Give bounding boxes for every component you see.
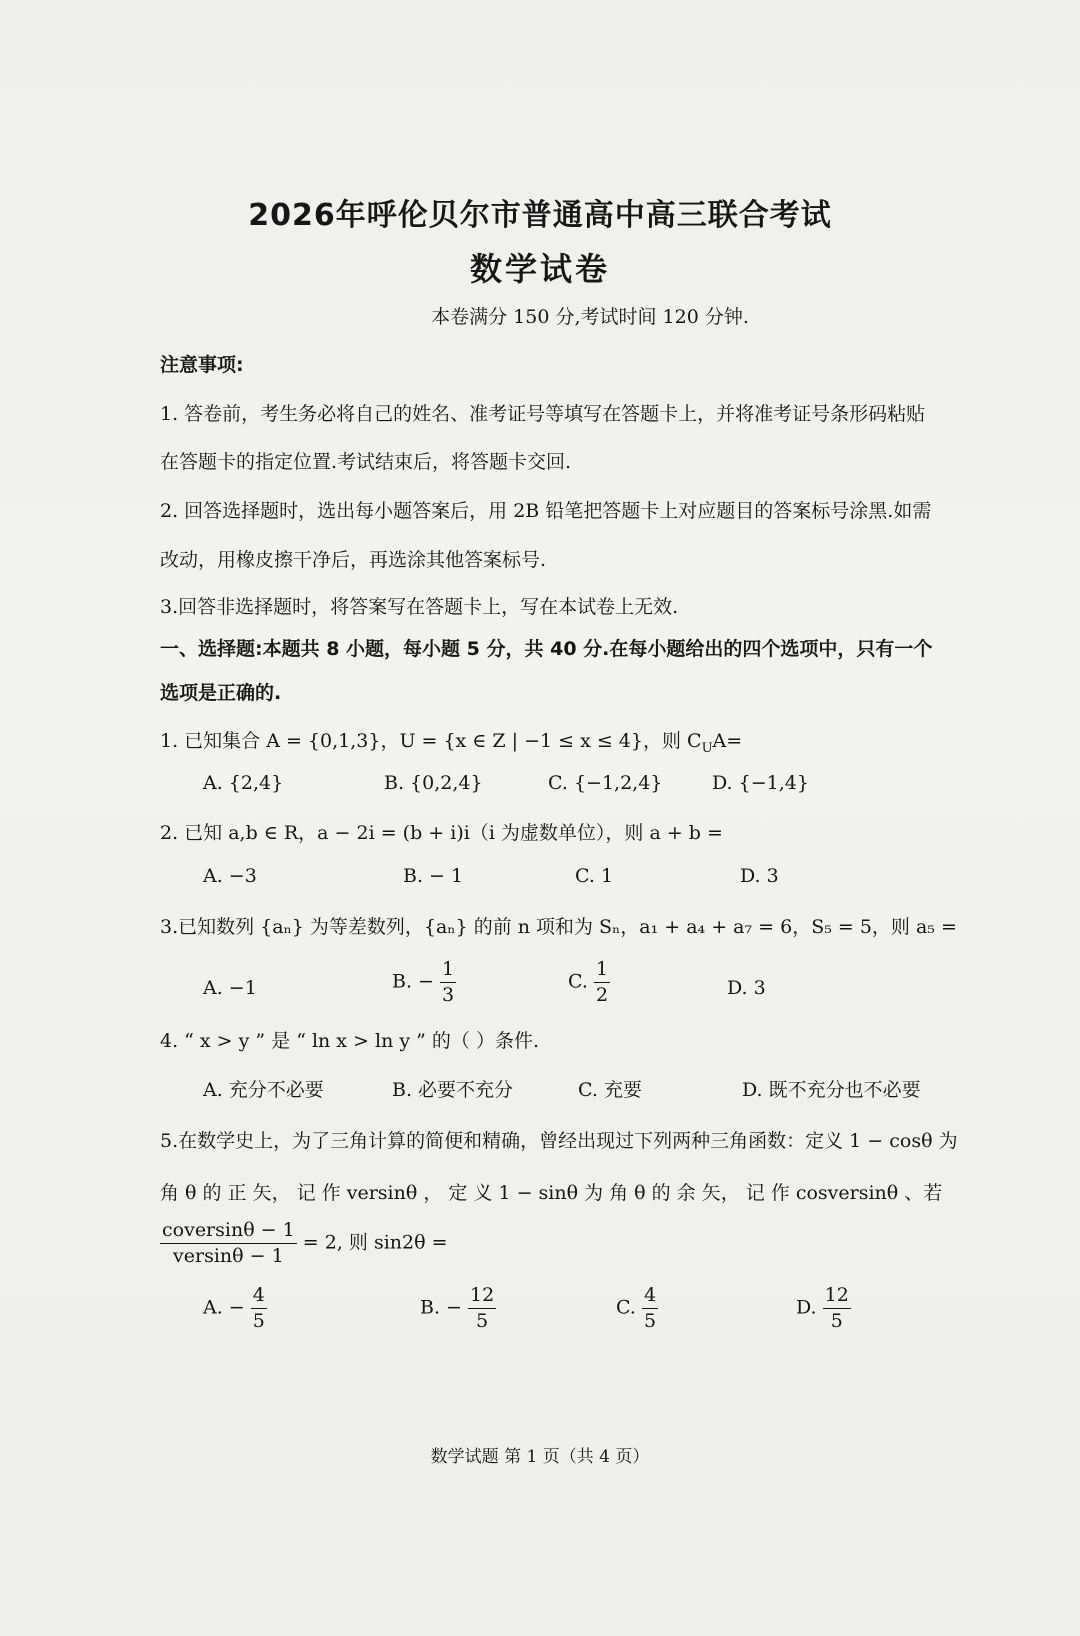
exam-subtitle: 数学试卷 bbox=[469, 250, 610, 288]
fraction-denominator: 5 bbox=[643, 1309, 657, 1332]
fraction-denominator: 5 bbox=[476, 1309, 489, 1332]
question-5-option-c-label: C. bbox=[616, 1296, 636, 1319]
question-2-option-c: C. 1 bbox=[575, 865, 614, 887]
question-2-option-d: D. 3 bbox=[740, 865, 779, 887]
fraction-denominator: 5 bbox=[252, 1309, 265, 1332]
question-4-option-b: B. 必要不充分 bbox=[392, 1079, 514, 1101]
question-5-line-3 bbox=[160, 1220, 448, 1267]
fraction-numerator: 4 bbox=[251, 1285, 267, 1309]
fraction-numerator: 4 bbox=[642, 1285, 658, 1309]
question-3-option-b-label: B. − bbox=[392, 970, 434, 993]
question-1-option-b: B. {0,2,4} bbox=[384, 772, 483, 794]
question-5-option-b-label: B. − bbox=[420, 1296, 462, 1319]
fraction-numerator: 12 bbox=[468, 1285, 496, 1309]
question-5-option-b bbox=[420, 1285, 496, 1332]
question-3-option-c-label: C. bbox=[568, 970, 588, 993]
question-5-option-b-fraction bbox=[468, 1285, 496, 1332]
question-1-stem-end: A= bbox=[712, 730, 743, 752]
page-footer: 数学试题 第 1 页（共 4 页） bbox=[430, 1447, 650, 1467]
notice-item-1-line-2: 在答题卡的指定位置.考试结束后，将答题卡交回. bbox=[160, 451, 572, 473]
question-1-option-c: C. {−1,2,4} bbox=[548, 772, 663, 794]
fraction-numerator: 1 bbox=[594, 959, 610, 983]
question-5-option-c bbox=[616, 1285, 658, 1332]
question-5-condition-fraction bbox=[160, 1220, 297, 1267]
question-2-option-b: B. − 1 bbox=[403, 865, 464, 887]
question-1-option-a: A. {2,4} bbox=[203, 772, 284, 794]
question-3-option-a: A. −1 bbox=[203, 977, 257, 999]
notice-item-2-line-2: 改动，用橡皮擦干净后，再选涂其他答案标号. bbox=[160, 549, 547, 571]
fraction-denominator: versinθ − 1 bbox=[173, 1244, 284, 1267]
notice-item-1-line-1: 1. 答卷前，考生务必将自己的姓名、准考证号等填写在答题卡上，并将准考证号条形码粘贴 bbox=[160, 403, 926, 425]
question-3-option-d: D. 3 bbox=[727, 977, 766, 999]
exam-intro: 本卷满分 150 分,考试时间 120 分钟. bbox=[431, 306, 749, 328]
question-4-stem: 4. “ x > y ” 是 “ ln x > ln y ” 的（ ）条件. bbox=[160, 1030, 539, 1052]
question-2-option-a: A. −3 bbox=[203, 865, 257, 887]
exam-title: 2026年呼伦贝尔市普通高中高三联合考试 bbox=[248, 198, 832, 233]
question-3-stem: 3.已知数列 {aₙ} 为等差数列，{aₙ} 的前 n 项和为 Sₙ，a₁ + a₄ + a₇ = 6，S₅ = 5，则 a₅ = bbox=[160, 916, 957, 938]
question-4-option-d: D. 既不充分也不必要 bbox=[742, 1079, 921, 1101]
question-5-option-a-label: A. − bbox=[203, 1296, 245, 1319]
question-3-option-b bbox=[392, 959, 456, 1006]
question-4-option-c: C. 充要 bbox=[578, 1079, 642, 1101]
question-5-option-a bbox=[203, 1285, 267, 1332]
notice-heading: 注意事项: bbox=[160, 354, 244, 376]
question-1-option-d: D. {−1,4} bbox=[712, 772, 809, 794]
question-5-option-c-fraction bbox=[642, 1285, 658, 1332]
fraction-numerator: 1 bbox=[440, 959, 456, 983]
question-4-option-a: A. 充分不必要 bbox=[203, 1079, 324, 1101]
fraction-denominator: 3 bbox=[442, 983, 455, 1006]
notice-item-2-line-1: 2. 回答选择题时，选出每小题答案后，用 2B 铅笔把答题卡上对应题目的答案标号涂黑.如需 bbox=[160, 500, 932, 522]
question-1-stem bbox=[160, 726, 742, 756]
question-5-option-a-fraction bbox=[251, 1285, 267, 1332]
notice-item-3: 3.回答非选择题时，将答案写在答题卡上，写在本试卷上无效. bbox=[160, 596, 679, 618]
question-5-line-3-end: = 2, 则 sin2θ = bbox=[302, 1231, 448, 1254]
question-1-stem-subscript: U bbox=[701, 740, 713, 756]
fraction-denominator: 2 bbox=[595, 983, 609, 1006]
fraction-denominator: 5 bbox=[830, 1309, 843, 1332]
section-1-heading-line-2: 选项是正确的. bbox=[160, 682, 282, 704]
question-3-option-c bbox=[568, 959, 610, 1006]
question-5-line-2: 角 θ 的 正 矢， 记 作 versinθ ， 定 义 1 − sinθ 为 角 θ 的 余 矢， 记 作 cosversinθ 、若 bbox=[160, 1182, 943, 1204]
question-5-option-d-label: D. bbox=[796, 1296, 817, 1319]
question-3-option-b-fraction bbox=[440, 959, 456, 1006]
fraction-numerator: 12 bbox=[823, 1285, 851, 1309]
question-1-stem-text: 1. 已知集合 A = {0,1,3}，U = {x ∈ Z | −1 ≤ x ≤ 4}，则 C bbox=[160, 730, 702, 752]
section-1-heading-line-1: 一、选择题:本题共 8 小题，每小题 5 分，共 40 分.在每小题给出的四个选项中，只有一个 bbox=[160, 638, 933, 660]
fraction-numerator: coversinθ − 1 bbox=[160, 1220, 297, 1244]
question-5-option-d-fraction bbox=[823, 1285, 851, 1332]
question-5-option-d bbox=[796, 1285, 851, 1332]
question-3-option-c-fraction bbox=[594, 959, 610, 1006]
question-5-line-1: 5.在数学史上，为了三角计算的简便和精确，曾经出现过下列两种三角函数：定义 1 − cosθ 为 bbox=[160, 1130, 958, 1152]
question-2-stem: 2. 已知 a,b ∈ R，a − 2i = (b + i)i（i 为虚数单位），则 a + b = bbox=[160, 822, 723, 844]
